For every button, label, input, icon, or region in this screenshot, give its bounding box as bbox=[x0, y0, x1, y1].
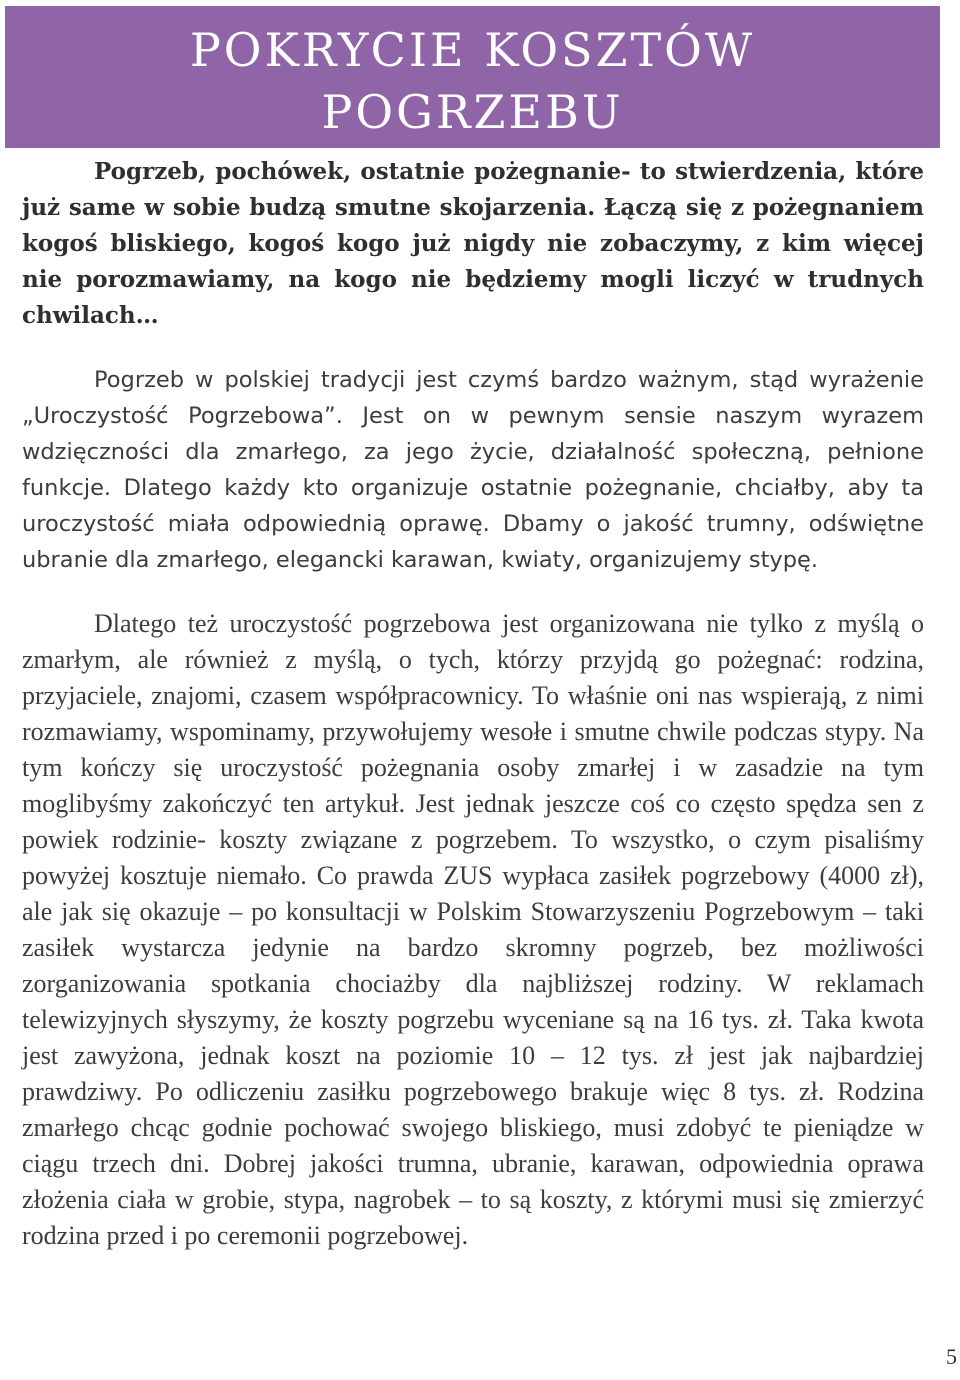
page-title-line-2: POGRZEBU bbox=[321, 85, 624, 139]
page-number: 5 bbox=[946, 1344, 957, 1369]
article-paragraph-2: Pogrzeb w polskiej tradycji jest czymś bardzo ważnym, stąd wyrażenie „Uroczystość Pogrzebowa”. Jest on w pewnym sensie naszym wyrazem wdzięczności dla zmarłego, za jego życie, działalność społeczną, pełnione funkcje. Dlatego każdy kto organizuje ostatnie pożegnanie, chciałby, aby ta uroczystość miała odpowiednią oprawę. Dbamy o jakość trumny, odświętne ubranie dla zmarłego, elegancki karawan, kwiaty, organizujemy stypę. bbox=[22, 367, 924, 573]
article-body bbox=[22, 154, 924, 1254]
lead-paragraph: Pogrzeb, pochówek, ostatnie pożegnanie- to stwierdzenia, które już same w sobie budzą smutne skojarzenia. Łączą się z pożegnaniem kogoś bliskiego, kogoś kogo już nigdy nie zobaczymy, z kim więcej nie porozmawiamy, na kogo nie będziemy mogli liczyć w trudnych chwilach… bbox=[22, 158, 924, 329]
title-banner bbox=[5, 6, 940, 148]
article-paragraph-3: Dlatego też uroczystość pogrzebowa jest organizowana nie tylko z myślą o zmarłym, ale również z myślą, o tych, którzy przyjdą go pożegnać: rodzina, przyjaciele, znajomi, czasem współpracownicy. To właśnie oni nas wspierają, z nimi rozmawiamy, wspominamy, przywołujemy wesołe i smutne chwile podczas stypy. Na tym kończy się uroczystość pożegnania osoby zmarłej i w zasadzie na tym moglibyśmy zakończyć ten artykuł. Jest jednak jeszcze coś co często spędza sen z powiek rodzinie- koszty związane z pogrzebem. To wszystko, o czym pisaliśmy powyżej kosztuje niemało. Co prawda ZUS wypłaca zasiłek pogrzebowy (4000 zł), ale jak się okazuje – po konsultacji w Polskim Stowarzyszeniu Pogrzebowym – taki zasiłek wystarcza jedynie na bardzo skromny pogrzeb, bez możliwości zorganizowania spotkania chociażby dla najbliższej rodziny. W reklamach telewizyjnych słyszymy, że koszty pogrzebu wyceniane są na 16 tys. zł. Taka kwota jest zawyżona, jednak koszt na poziomie 10 – 12 tys. zł jest jak najbardziej prawdziwy. Po odliczeniu zasiłku pogrzebowego brakuje więc 8 tys. zł. Rodzina zmarłego chcąc godnie pochować swojego bliskiego, musi zdobyć te pieniądze w ciągu trzech dni. Dobrej jakości trumna, ubranie, karawan, odpowiednia oprawa złożenia ciała w grobie, stypa, nagrobek – to są koszty, z którymi musi się zmierzyć rodzina przed i po ceremonii pogrzebowej. bbox=[22, 609, 924, 1250]
page-title-line-1: POKRYCIE KOSZTÓW bbox=[189, 23, 756, 77]
